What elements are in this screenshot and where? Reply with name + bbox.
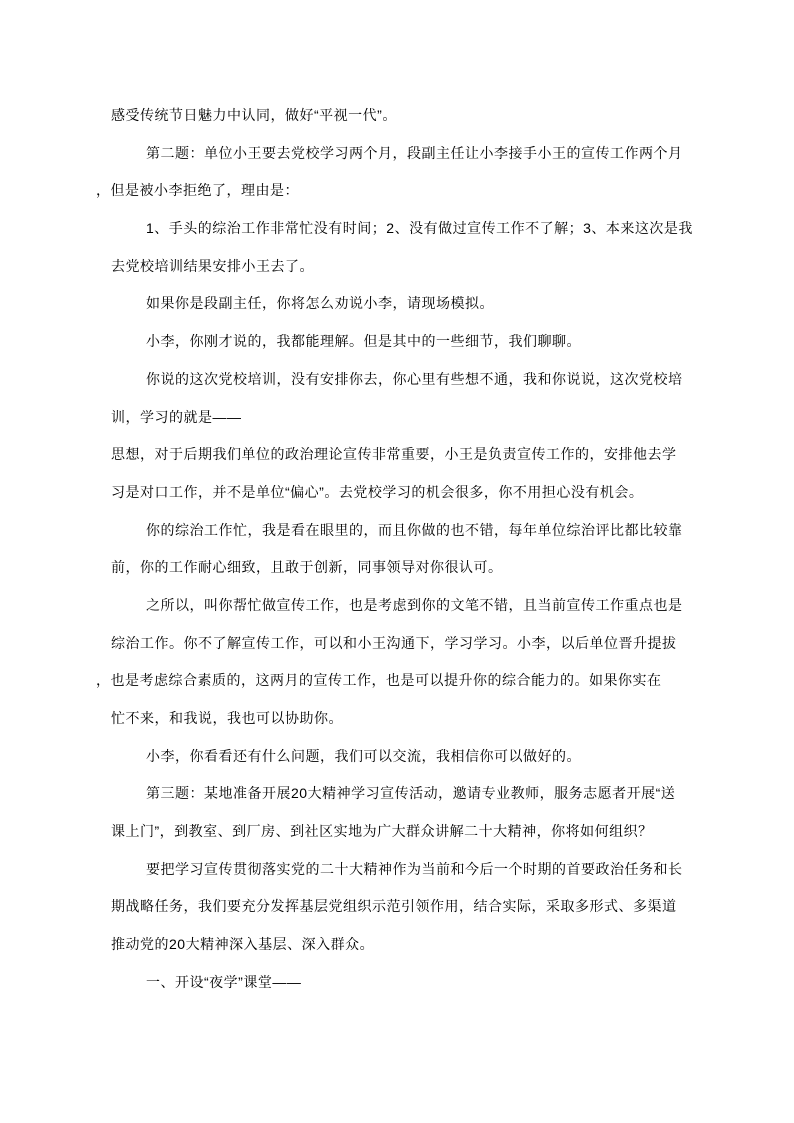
text-line: 1、手头的综治工作非常忙没有时间；2、没有做过宣传工作不了解；3、本来这次是我 [146, 220, 693, 237]
text-line: 一、开设“夜学”课堂—— [146, 973, 302, 990]
text-line: 忙不来，和我说，我也可以协助你。 [111, 710, 343, 726]
text-line: 第二题：单位小王要去党校学习两个月，段副主任让小李接手小王的宣传工作两个月 [146, 144, 683, 161]
text-line: 感受传统节日魅力中认同，做好“平视一代”。 [111, 107, 397, 123]
text-line: 推动党的20大精神深入基层、深入群众。 [111, 936, 375, 953]
text-line: 第三题：某地准备开展20大精神学习宣传活动，邀请专业教师，服务志愿者开展“送 [146, 785, 676, 802]
text-line: 训，学习的就是—— [111, 408, 242, 425]
text-line: 习是对口工作，并不是单位“偏心”。去党校学习的机会很多，你不用担心没有机会。 [111, 483, 644, 500]
document-text [96, 97, 693, 1002]
text-line: 小李，你看看还有什么问题，我们可以交流，我相信你可以做好的。 [146, 747, 581, 764]
text-line: ，也是考虑综合素质的，这两月的宣传工作，也是可以提升你的综合能力的。如果你实在 [96, 672, 662, 689]
text-line: 要把学习宣传贯彻落实党的二十大精神作为当前和今后一个时期的首要政治任务和长 [146, 860, 683, 877]
text-line: 去党校培训结果安排小王去了。 [111, 257, 314, 274]
text-line: 你的综治工作忙，我是看在眼里的，而且你做的也不错，每年单位综治评比都比较靠 [146, 521, 683, 538]
text-line: 前，你的工作耐心细致，且敢于创新，同事领导对你很认可。 [111, 559, 503, 576]
text-line: 课上门”，到教室、到厂房、到社区实地为广大群众讲解二十大精神，你将如何组织？ [111, 823, 653, 840]
text-line: ，但是被小李拒绝了，理由是： [96, 182, 299, 199]
text-line: 期战略任务，我们要充分发挥基层党组织示范引领作用，结合实际，采取多形式、多渠道 [111, 898, 677, 915]
text-line: 小李，你刚才说的，我都能理解。但是其中的一些细节，我们聊聊。 [146, 333, 581, 350]
text-line: 综治工作。你不了解宣传工作，可以和小王沟通下，学习学习。小李，以后单位晋升提拔 [111, 634, 677, 651]
text-line: 之所以，叫你帮忙做宣传工作，也是考虑到你的文笔不错，且当前宣传工作重点也是 [146, 596, 683, 613]
text-line: 你说的这次党校培训，没有安排你去，你心里有些想不通，我和你说说，这次党校培 [146, 370, 683, 387]
text-line: 如果你是段副主任，你将怎么劝说小李，请现场模拟。 [146, 295, 494, 312]
text-line: 思想，对于后期我们单位的政治理论宣传非常重要，小王是负责宣传工作的，安排他去学 [111, 446, 677, 463]
